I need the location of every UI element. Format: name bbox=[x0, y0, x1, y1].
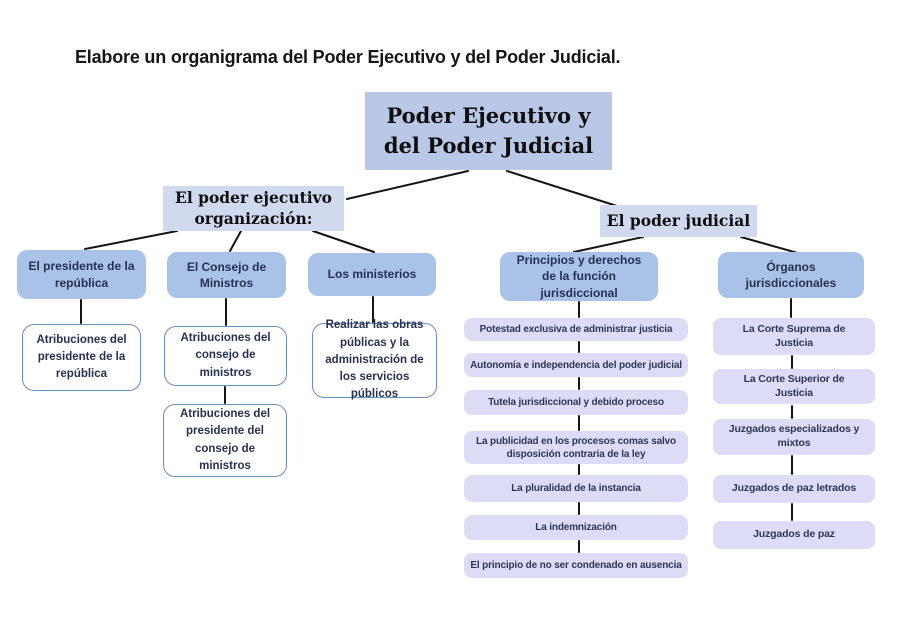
connector-line bbox=[85, 231, 177, 249]
node-atribuciones-consejo: Atribuciones del consejo de ministros bbox=[164, 326, 287, 386]
connector-line bbox=[230, 231, 241, 251]
connector-line bbox=[507, 171, 617, 206]
leaf-juzgados-especializados: Juzgados especializados y mixtos bbox=[713, 419, 875, 455]
node-organos-jurisdiccionales: Órganos jurisdiccionales bbox=[718, 252, 864, 298]
node-consejo-ministros: El Consejo de Ministros bbox=[167, 252, 286, 298]
leaf-pluralidad-instancia: La pluralidad de la instancia bbox=[464, 475, 688, 502]
node-funcion-ministerios: Realizar las obras públicas y la administración de los servicios públicos bbox=[312, 323, 437, 398]
leaf-potestad-exclusiva: Potestad exclusiva de administrar justicia bbox=[464, 318, 688, 341]
connector-line bbox=[347, 171, 468, 199]
leaf-publicidad-procesos: La publicidad en los procesos comas salvo disposición contraria de la ley bbox=[464, 431, 688, 464]
leaf-no-condenado-ausencia: El principio de no ser condenado en ausencia bbox=[464, 553, 688, 578]
leaf-tutela-jurisdiccional: Tutela jurisdiccional y debido proceso bbox=[464, 390, 688, 415]
leaf-indemnizacion: La indemnización bbox=[464, 515, 688, 540]
leaf-juzgados-paz: Juzgados de paz bbox=[713, 521, 875, 549]
node-principios-jurisdiccional: Principios y derechos de la función jurisdiccional bbox=[500, 252, 658, 301]
node-ministerios: Los ministerios bbox=[308, 253, 436, 296]
connector-line bbox=[574, 237, 643, 252]
leaf-autonomia-independencia: Autonomía e independencia del poder judicial bbox=[464, 353, 688, 377]
judicial-branch-header: El poder judicial bbox=[600, 205, 757, 237]
node-atribuciones-presidente-consejo: Atribuciones del presidente del consejo de ministros bbox=[163, 404, 287, 477]
node-atribuciones-presidente: Atribuciones del presidente de la república bbox=[22, 324, 141, 391]
leaf-juzgados-paz-letrados: Juzgados de paz letrados bbox=[713, 475, 875, 503]
leaf-corte-suprema: La Corte Suprema de Justicia bbox=[713, 318, 875, 355]
root-node-title: Poder Ejecutivo y del Poder Judicial bbox=[365, 92, 612, 170]
instruction-text: Elabore un organigrama del Poder Ejecutivo y del Poder Judicial. bbox=[75, 47, 621, 67]
node-presidente-republica: El presidente de la república bbox=[17, 250, 146, 299]
leaf-corte-superior: La Corte Superior de Justicia bbox=[713, 369, 875, 404]
exec-branch-header: El poder ejecutivo organización: bbox=[163, 186, 344, 231]
connector-line bbox=[313, 231, 374, 252]
